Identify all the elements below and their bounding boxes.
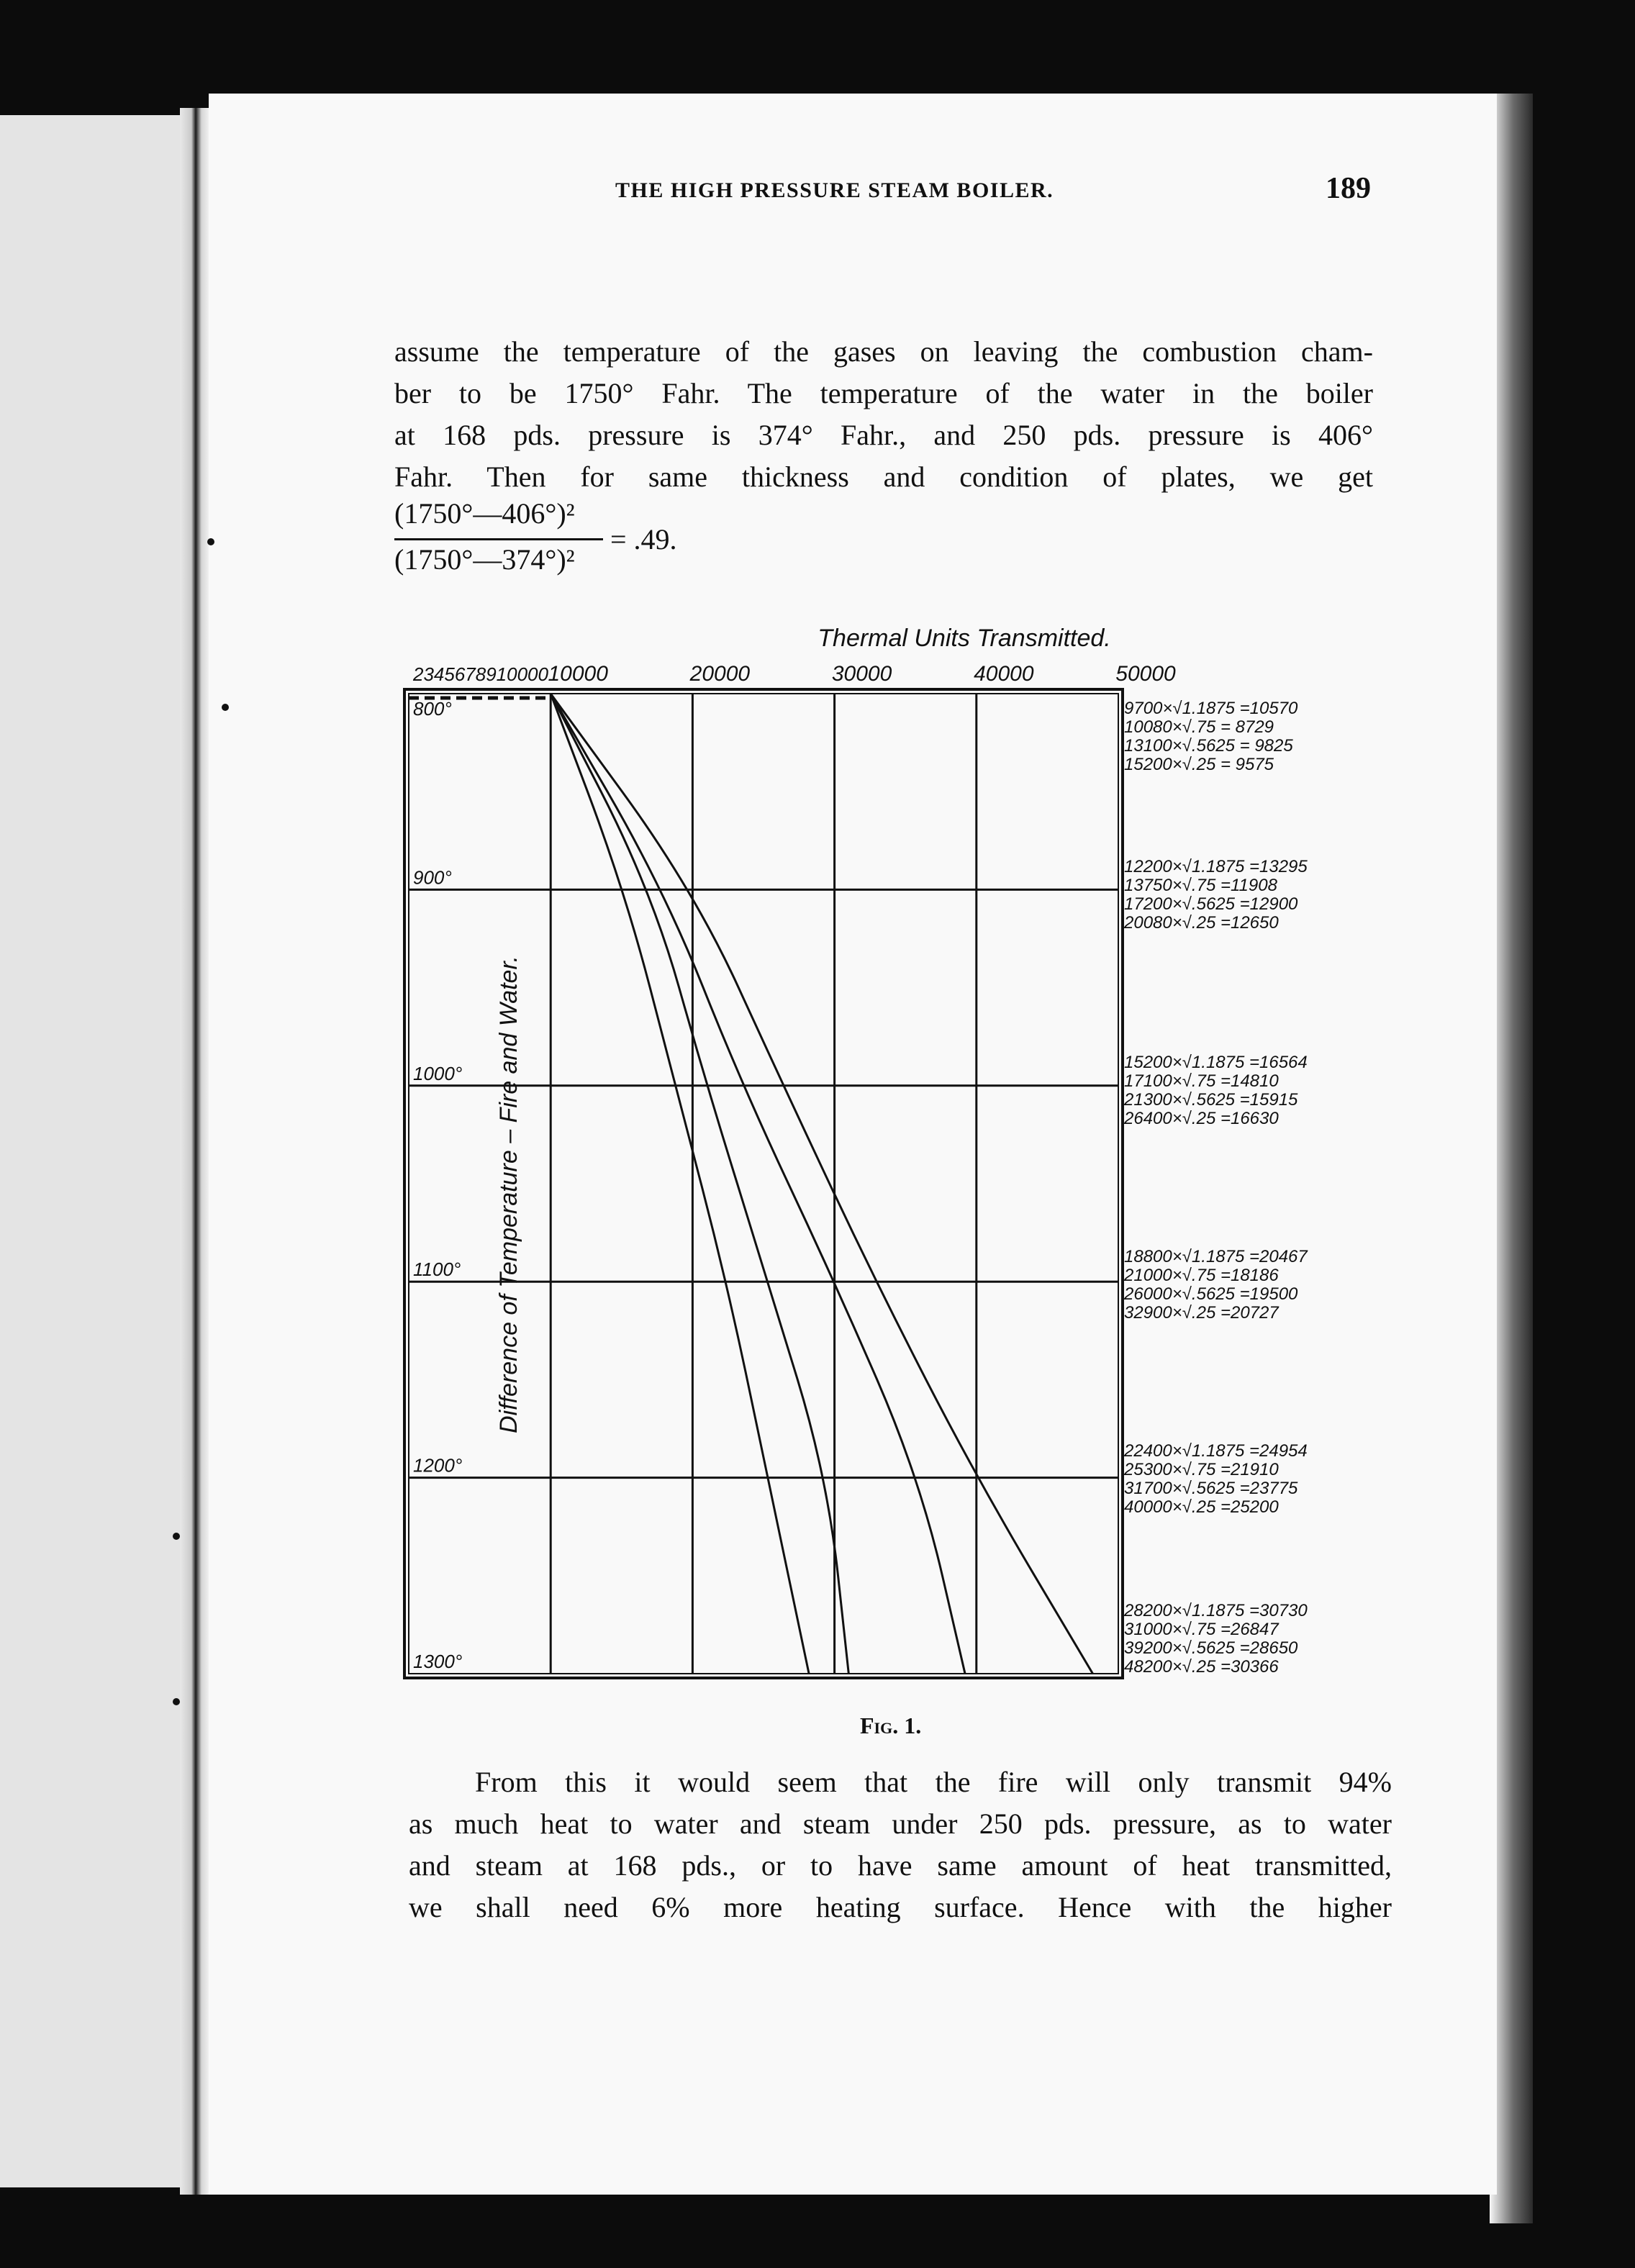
text-line: From this it would seem that the fire will only transmit 94% [475, 1766, 1392, 1798]
annotation-line: 13100×√.5625 = 9825 [1124, 736, 1293, 756]
chart-title: Thermal Units Transmitted. [818, 625, 1111, 652]
annotation-line: 10080×√.75 = 8729 [1124, 717, 1274, 737]
annotation-line: 21000×√.75 =18186 [1124, 1266, 1279, 1285]
x-tick-label: 50000 [1115, 662, 1176, 686]
annotation-line: 12200×√1.1875 =13295 [1124, 857, 1308, 876]
y-axis-ticks [413, 698, 462, 1672]
series-lines [551, 694, 1092, 1674]
annotation-line: 20080×√.25 =12650 [1124, 913, 1279, 933]
annotation-line: 13750×√.75 =11908 [1124, 876, 1277, 895]
text-line: as much heat to water and steam under 250 pds. pressure, as to water [409, 1807, 1392, 1840]
running-title: THE HIGH PRESSURE STEAM BOILER. [615, 178, 1054, 202]
annotation-line: 40000×√.25 =25200 [1124, 1497, 1279, 1517]
page-number: 189 [1326, 172, 1371, 205]
annotation-blocks [1123, 699, 1308, 1677]
x-tick-label: 30000 [831, 662, 892, 686]
text-line: Fahr. Then for same thickness and condition of plates, we get [394, 461, 1373, 493]
x-tick-label-small: 2345678910000 [413, 663, 548, 685]
text-line: and steam at 168 pds., or to have same amount of heat transmitted, [409, 1849, 1392, 1882]
annotation-line: 9700×√1.1875 =10570 [1124, 699, 1298, 718]
y-axis-label: Difference of Temperature – Fire and Water. [495, 956, 522, 1433]
y-tick-label: 1100° [413, 1258, 461, 1281]
y-tick-label: 1000° [413, 1062, 463, 1084]
x-axis-ticks [548, 662, 1176, 686]
equation-denominator: (1750°—374°)² [394, 543, 575, 576]
figure-caption [860, 1713, 921, 1739]
annotation-line: 17200×√.5625 =12900 [1124, 894, 1298, 914]
text-line: we shall need 6% more heating surface. Hence with the higher [409, 1891, 1392, 1923]
annotation-line: 48200×√.25 =30366 [1124, 1657, 1279, 1677]
annotation-line: 26400×√.25 =16630 [1124, 1109, 1279, 1128]
annotation-line: 31700×√.5625 =23775 [1124, 1479, 1298, 1498]
annotation-line: 15200×√1.1875 =16564 [1124, 1053, 1308, 1072]
paragraph-2 [409, 1761, 1392, 1928]
text-line: at 168 pds. pressure is 374° Fahr., and 250 pds. pressure is 406° [394, 419, 1373, 451]
annotation-line: 39200×√.5625 =28650 [1124, 1638, 1298, 1658]
annotation-line: 32900×√.25 =20727 [1124, 1303, 1279, 1323]
annotation-line: 28200×√1.1875 =30730 [1124, 1601, 1308, 1620]
series-line [551, 694, 1092, 1674]
y-tick-label: 900° [413, 866, 452, 889]
annotation-line: 31000×√.75 =26847 [1124, 1620, 1279, 1639]
series-line [551, 694, 848, 1674]
annotation-line: 22400×√1.1875 =24954 [1124, 1441, 1308, 1461]
text-line: assume the temperature of the gases on leaving the combustion cham- [394, 335, 1373, 368]
annotation-line: 26000×√.5625 =19500 [1124, 1284, 1298, 1304]
y-tick-label: 1300° [413, 1651, 463, 1672]
annotation-line: 17100×√.75 =14810 [1124, 1071, 1279, 1091]
text-line: ber to be 1750° Fahr. The temperature of the water in the boiler [394, 377, 1373, 409]
x-tick-label: 20000 [689, 662, 751, 686]
equation-numerator: (1750°—406°)² [394, 497, 575, 530]
series-line [551, 694, 809, 1674]
series-line [551, 694, 965, 1674]
x-tick-label: 10000 [548, 662, 608, 686]
x-tick-label: 40000 [974, 662, 1034, 686]
annotation-line: 15200×√.25 = 9575 [1124, 755, 1274, 774]
annotation-line: 21300×√.5625 =15915 [1124, 1090, 1298, 1110]
y-tick-label: 800° [413, 698, 452, 720]
annotation-line: 25300×√.75 =21910 [1124, 1460, 1279, 1479]
annotation-line: 18800×√1.1875 =20467 [1124, 1247, 1308, 1266]
y-tick-label: 1200° [413, 1454, 463, 1477]
caption-text: Fig. 1. [860, 1713, 922, 1738]
equation-result: = .49. [610, 523, 677, 555]
